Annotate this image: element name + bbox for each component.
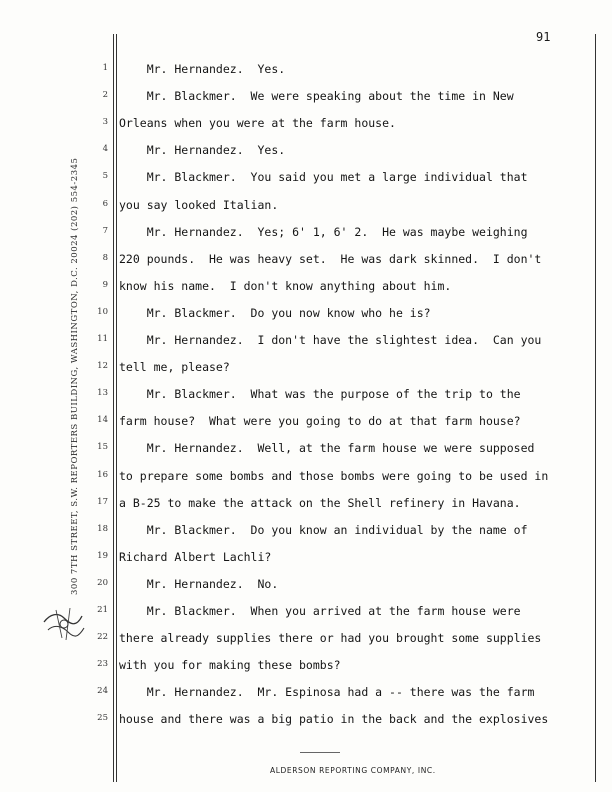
- line-number: 24: [97, 686, 108, 697]
- line-number: 14: [97, 415, 108, 426]
- line-number: 8: [102, 252, 108, 263]
- line-number: 18: [97, 523, 108, 534]
- transcript-line: house and there was a big patio in the back and the explosives: [119, 712, 549, 727]
- line-number: 19: [97, 550, 108, 561]
- bottom-rule: [300, 752, 340, 753]
- transcript-line: a B-25 to make the attack on the Shell refinery in Havana.: [119, 495, 521, 510]
- left-margin-rule-inner: [116, 34, 117, 782]
- transcript-line: Mr. Hernandez. Mr. Espinosa had a -- there was the farm: [119, 685, 535, 700]
- footer-company: ALDERSON REPORTING COMPANY, INC.: [270, 766, 436, 775]
- transcript-line: Mr. Blackmer. What was the purpose of the trip to the: [119, 387, 521, 402]
- transcript-line: farm house? What were you going to do at that farm house?: [119, 414, 521, 429]
- line-number: 5: [102, 171, 108, 182]
- transcript-line: Richard Albert Lachli?: [119, 549, 272, 564]
- stamp-mark-icon: [42, 604, 86, 648]
- transcript-line: know his name. I don't know anything about him.: [119, 278, 452, 293]
- transcript-line: 220 pounds. He was heavy set. He was dark skinned. I don't: [119, 251, 542, 266]
- line-number: 22: [97, 632, 108, 643]
- transcript-line: Mr. Hernandez. Yes.: [119, 62, 286, 76]
- transcript-line: Mr. Hernandez. Yes.: [119, 143, 286, 158]
- transcript-line: Mr. Hernandez. Yes; 6' 1, 6' 2. He was maybe weighing: [119, 224, 528, 239]
- line-number: 16: [97, 469, 108, 480]
- line-number: 23: [97, 659, 108, 670]
- line-number: 3: [102, 117, 108, 128]
- line-number: 1: [102, 63, 108, 73]
- transcript-line: Mr. Blackmer. You said you met a large individual that: [119, 170, 528, 185]
- line-number: 20: [97, 577, 108, 588]
- line-number: 15: [97, 442, 108, 453]
- line-number: 13: [97, 388, 108, 399]
- line-number: 11: [97, 334, 108, 344]
- transcript-line: with you for making these bombs?: [119, 658, 341, 673]
- transcript-line: to prepare some bombs and those bombs were going to be used in: [119, 468, 549, 483]
- transcript-line: Mr. Blackmer. When you arrived at the farm house were: [119, 604, 521, 618]
- line-number: 10: [97, 306, 108, 317]
- left-margin-rule: [113, 34, 114, 782]
- transcript-line: Mr. Hernandez. No.: [119, 576, 279, 591]
- transcript-line: you say looked Italian.: [119, 197, 279, 212]
- line-number: 6: [102, 198, 108, 209]
- transcript-line: Orleans when you were at the farm house.: [119, 116, 396, 131]
- transcript-line: there already supplies there or had you brought some supplies: [119, 631, 542, 646]
- line-number: 9: [102, 279, 108, 290]
- transcript-line: Mr. Hernandez. I don't have the slightest idea. Can you: [119, 333, 542, 347]
- transcript-line: Mr. Blackmer. Do you now know who he is?: [119, 305, 431, 320]
- transcript-line: tell me, please?: [119, 360, 230, 375]
- line-number: 25: [97, 713, 108, 724]
- line-number: 2: [102, 90, 108, 101]
- transcript-line: Mr. Blackmer. We were speaking about the time in New: [119, 89, 514, 104]
- line-number: 17: [97, 496, 108, 507]
- line-number: 7: [102, 225, 108, 236]
- line-number: 21: [97, 605, 108, 615]
- reporter-address-stamp: 300 7TH STREET, S.W. REPORTERS BUILDING, WASHINGTON, D.C. 20024 (202) 554-2345: [70, 157, 80, 595]
- right-margin-rule: [595, 34, 596, 782]
- transcript-line: Mr. Hernandez. Well, at the farm house we were supposed: [119, 441, 535, 456]
- line-number: 12: [97, 361, 108, 372]
- transcript-line: Mr. Blackmer. Do you know an individual by the name of: [119, 522, 528, 537]
- line-number: 4: [102, 144, 108, 155]
- page-number: 91: [536, 30, 551, 44]
